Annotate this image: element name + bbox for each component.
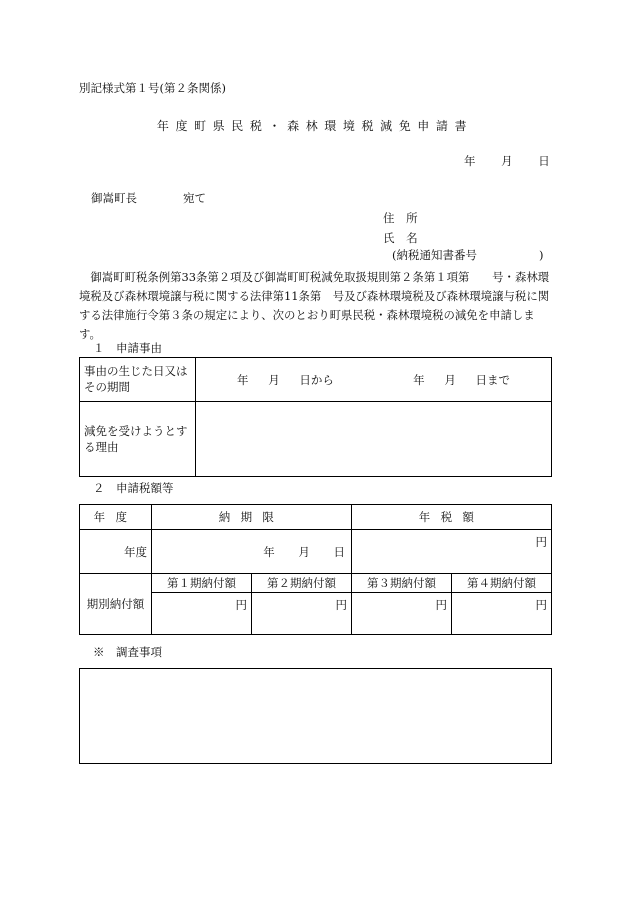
form-number-label: 別記様式第１号(第２条関係) [79, 81, 226, 95]
reason-label: 減免を受けようとする理由 [80, 402, 196, 477]
section2-heading: ２ 申請税額等 [93, 481, 174, 495]
installment-label: 期別納付額 [80, 574, 152, 635]
fiscal-year-suffix: 年度 [124, 544, 147, 559]
col-due-date: 納期限 [152, 505, 352, 530]
application-date: 年 月 日 [464, 154, 550, 168]
investigation-notes-box[interactable] [80, 669, 552, 764]
tax-amount-table [79, 504, 552, 635]
installment-4-header: 第４期納付額 [452, 574, 552, 593]
fiscal-year-input[interactable] [80, 530, 152, 574]
installment-3-header: 第３期納付額 [352, 574, 452, 593]
installment-4-yen: 円 [535, 598, 547, 612]
notice-number-close: ) [539, 248, 544, 262]
installment-3-yen: 円 [435, 598, 447, 612]
due-day: 日 [333, 544, 345, 559]
reason-input[interactable] [196, 402, 552, 477]
installment-1-yen: 円 [235, 598, 247, 612]
to-year: 年 [413, 372, 425, 387]
reason-table [79, 357, 552, 477]
application-statement: 御嵩町町税条例第33条第２項及び御嵩町町税減免取扱規則第２条第１項第 号・森林環境税及び森林環境譲与税に関する法律第11条第 号及び森林環境税及び森林環境譲与税に関する法律施行令第３条の規定により、次のとおり町県民税・森林環境税の減免を申請します。 [79, 270, 550, 341]
installment-1-input[interactable] [152, 593, 252, 635]
to-month: 月 [444, 372, 456, 387]
from-day: 日から [299, 372, 334, 387]
period-label: 事由の生じた日又はその期間 [80, 358, 196, 402]
address-label: 住 所 [383, 211, 418, 225]
installment-4-input[interactable] [452, 593, 552, 635]
col-annual-tax: 年税額 [352, 505, 552, 530]
installment-2-input[interactable] [252, 593, 352, 635]
from-year: 年 [237, 372, 249, 387]
recipient-mayor: 御嵩町長 [91, 191, 137, 205]
notice-number-label: (納税通知書番号 [392, 248, 477, 262]
investigation-table [79, 668, 552, 764]
installment-2-header: 第２期納付額 [252, 574, 352, 593]
annual-tax-yen: 円 [535, 535, 547, 549]
installment-3-input[interactable] [352, 593, 452, 635]
section3-heading: ※ 調査事項 [93, 645, 162, 659]
page-title: 年度町県民税・森林環境税減免申請書 [156, 119, 474, 133]
section1-heading: １ 申請事由 [93, 341, 162, 355]
addressee-suffix: 宛て [183, 191, 206, 205]
period-input[interactable] [196, 358, 552, 402]
installment-2-yen: 円 [335, 598, 347, 612]
installment-1-header: 第１期納付額 [152, 574, 252, 593]
annual-tax-input[interactable] [352, 530, 552, 574]
due-month: 月 [298, 544, 310, 559]
name-label: 氏 名 [383, 231, 418, 245]
due-year: 年 [263, 544, 275, 559]
col-fiscal-year: 年度 [80, 505, 152, 530]
due-date-input[interactable] [152, 530, 352, 574]
to-day: 日まで [475, 372, 510, 387]
from-month: 月 [268, 372, 280, 387]
